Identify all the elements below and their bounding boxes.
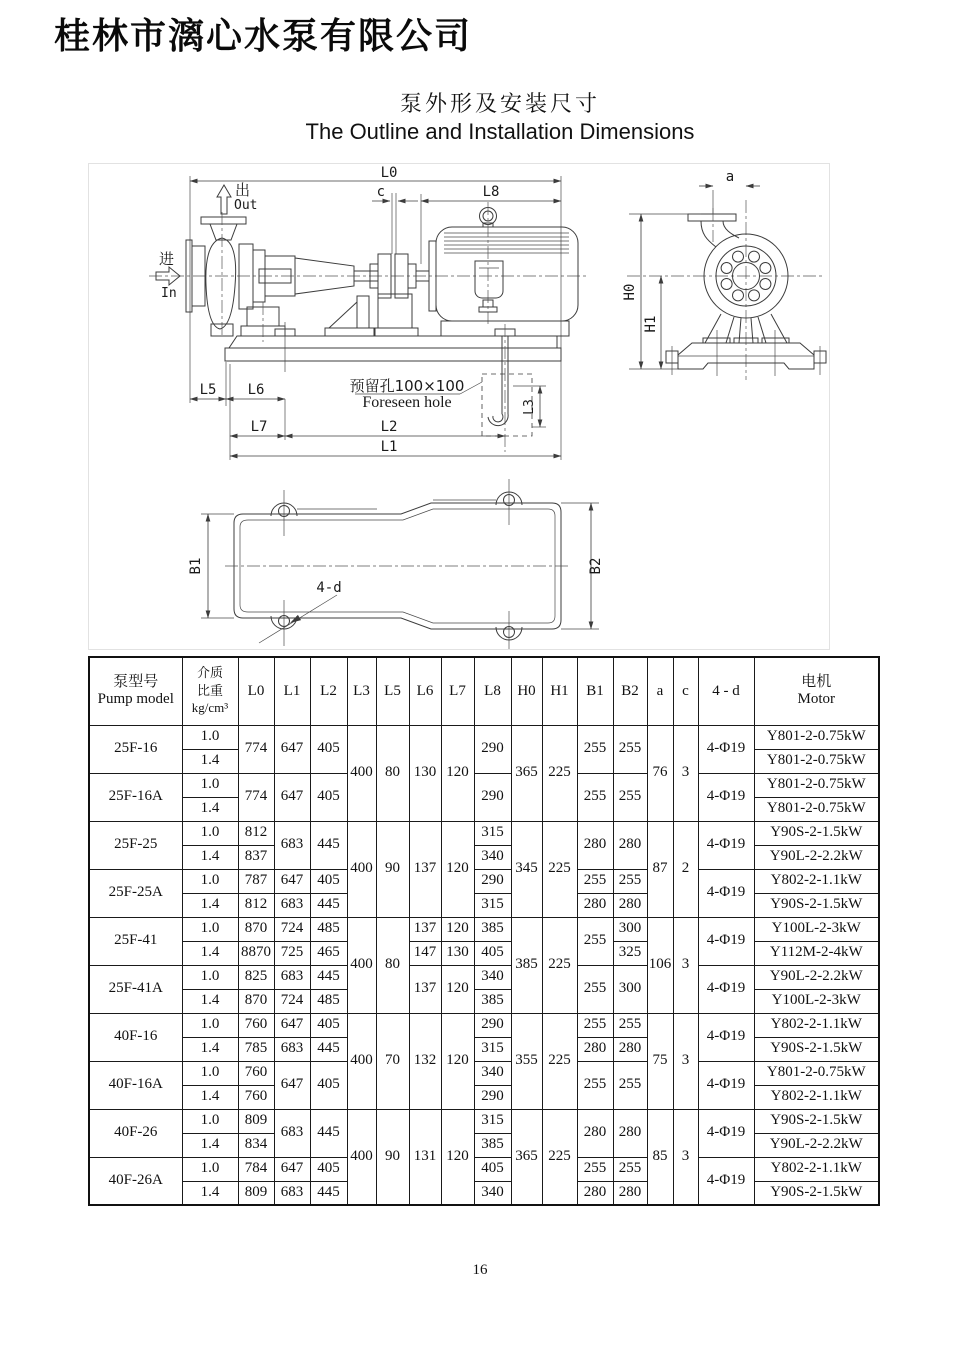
value-cell: 787 xyxy=(238,869,274,893)
side-view xyxy=(149,165,589,460)
value-cell: 1.0 xyxy=(182,821,238,845)
table-row xyxy=(89,821,879,845)
dim-label-b1: B1 xyxy=(188,557,204,575)
value-cell: 870 xyxy=(238,989,274,1013)
value-cell: 255 xyxy=(577,725,613,773)
dimension-table-wrap xyxy=(88,656,878,1206)
out-label-zh: 出 xyxy=(235,181,251,199)
pump-model-cell: 25F-41 xyxy=(89,917,182,965)
company-title: 桂林市漓心水泵有限公司 xyxy=(54,15,473,56)
table-row xyxy=(89,869,879,893)
value-cell: 1.4 xyxy=(182,749,238,773)
foreseen-hole-label-zh: 预留孔100×100 xyxy=(349,377,465,395)
column-header-B1: B1 xyxy=(577,657,613,725)
dim-label-h0: H0 xyxy=(622,283,638,301)
value-cell: 400 xyxy=(347,725,376,821)
value-cell: 90 xyxy=(376,1109,409,1205)
value-cell: 225 xyxy=(542,725,577,821)
table-row xyxy=(89,941,879,965)
pump-model-cell: 25F-25A xyxy=(89,869,182,917)
value-cell: 385 xyxy=(474,1133,511,1157)
value-cell: 1.0 xyxy=(182,965,238,989)
value-cell: 290 xyxy=(474,1085,511,1109)
value-cell: 760 xyxy=(238,1085,274,1109)
value-cell: 4-Φ19 xyxy=(698,773,754,821)
value-cell: 120 xyxy=(441,1109,474,1205)
motor-cell: Y801-2-0.75kW xyxy=(754,749,879,773)
value-cell: 647 xyxy=(274,1013,310,1037)
value-cell: 1.4 xyxy=(182,1133,238,1157)
pump-model-cell: 25F-16 xyxy=(89,725,182,773)
dimension-table xyxy=(88,656,880,1206)
value-cell: 1.4 xyxy=(182,797,238,821)
value-cell: 400 xyxy=(347,1013,376,1109)
value-cell: 280 xyxy=(613,1037,647,1061)
value-cell: 255 xyxy=(577,773,613,821)
value-cell: 80 xyxy=(376,725,409,821)
value-cell: 290 xyxy=(474,725,511,773)
value-cell: 255 xyxy=(577,1013,613,1037)
value-cell: 400 xyxy=(347,1109,376,1205)
value-cell: 405 xyxy=(310,725,347,773)
dim-label-a: a xyxy=(725,169,735,185)
value-cell: 834 xyxy=(238,1133,274,1157)
pump-model-cell: 40F-16A xyxy=(89,1061,182,1109)
motor-cell: Y100L-2-3kW xyxy=(754,917,879,941)
value-cell: 4-Φ19 xyxy=(698,869,754,917)
value-cell: 647 xyxy=(274,1061,310,1109)
pump-model-cell: 25F-25 xyxy=(89,821,182,869)
value-cell: 3 xyxy=(673,1109,698,1205)
pump-model-cell: 25F-41A xyxy=(89,965,182,1013)
value-cell: 2 xyxy=(673,821,698,917)
motor-cell: Y100L-2-3kW xyxy=(754,989,879,1013)
value-cell: 1.4 xyxy=(182,941,238,965)
value-cell: 774 xyxy=(238,773,274,821)
table-row xyxy=(89,1157,879,1181)
value-cell: 130 xyxy=(409,725,441,821)
value-cell: 1.0 xyxy=(182,917,238,941)
value-cell: 809 xyxy=(238,1181,274,1205)
value-cell: 724 xyxy=(274,917,310,941)
value-cell: 255 xyxy=(613,725,647,773)
column-header-H1: H1 xyxy=(542,657,577,725)
value-cell: 445 xyxy=(310,1109,347,1157)
value-cell: 120 xyxy=(441,1013,474,1109)
value-cell: 90 xyxy=(376,821,409,917)
out-label-en: Out xyxy=(234,198,258,213)
column-header-H0: H0 xyxy=(511,657,542,725)
dim-label-l7: L7 xyxy=(250,419,268,435)
column-header-L8: L8 xyxy=(474,657,511,725)
value-cell: 1.4 xyxy=(182,1037,238,1061)
value-cell: 3 xyxy=(673,725,698,821)
value-cell: 315 xyxy=(474,893,511,917)
value-cell: 4-Φ19 xyxy=(698,725,754,773)
value-cell: 1.0 xyxy=(182,1109,238,1133)
value-cell: 8870 xyxy=(238,941,274,965)
value-cell: 315 xyxy=(474,1037,511,1061)
value-cell: 405 xyxy=(310,1157,347,1181)
page-title-zh: 泵外形及安装尺寸 xyxy=(399,91,600,116)
value-cell: 355 xyxy=(511,1013,542,1109)
value-cell: 725 xyxy=(274,941,310,965)
column-header-L0: L0 xyxy=(238,657,274,725)
value-cell: 445 xyxy=(310,893,347,917)
dim-label-b2: B2 xyxy=(588,557,604,575)
value-cell: 683 xyxy=(274,1181,310,1205)
value-cell: 683 xyxy=(274,1037,310,1061)
column-header-c: c xyxy=(673,657,698,725)
value-cell: 4-Φ19 xyxy=(698,1061,754,1109)
value-cell: 340 xyxy=(474,845,511,869)
value-cell: 445 xyxy=(310,821,347,869)
value-cell: 255 xyxy=(613,1061,647,1109)
pump-outline-drawing xyxy=(89,164,829,649)
value-cell: 132 xyxy=(409,1013,441,1109)
value-cell: 385 xyxy=(511,917,542,1013)
value-cell: 4-Φ19 xyxy=(698,1013,754,1061)
table-row xyxy=(89,725,879,749)
value-cell: 225 xyxy=(542,1109,577,1205)
value-cell: 325 xyxy=(613,941,647,965)
value-cell: 365 xyxy=(511,725,542,821)
value-cell: 255 xyxy=(577,917,613,965)
value-cell: 724 xyxy=(274,989,310,1013)
value-cell: 255 xyxy=(613,1157,647,1181)
value-cell: 4-Φ19 xyxy=(698,1157,754,1205)
value-cell: 1.4 xyxy=(182,1181,238,1205)
value-cell: 647 xyxy=(274,725,310,773)
value-cell: 76 xyxy=(647,725,673,821)
table-row xyxy=(89,893,879,917)
value-cell: 255 xyxy=(577,1061,613,1109)
value-cell: 345 xyxy=(511,821,542,917)
value-cell: 120 xyxy=(441,965,474,1013)
value-cell: 280 xyxy=(577,1181,613,1205)
dim-label-l0: L0 xyxy=(380,165,398,181)
value-cell: 4-Φ19 xyxy=(698,821,754,869)
page-title-en: The Outline and Installation Dimensions xyxy=(305,119,695,144)
column-header-model: 泵型号 Pump model xyxy=(89,657,182,725)
motor-cell: Y801-2-0.75kW xyxy=(754,773,879,797)
pump-model-cell: 25F-16A xyxy=(89,773,182,821)
value-cell: 225 xyxy=(542,1013,577,1109)
value-cell: 1.0 xyxy=(182,1061,238,1085)
dim-label-c: c xyxy=(376,184,385,200)
value-cell: 405 xyxy=(474,1157,511,1181)
value-cell: 647 xyxy=(274,869,310,893)
value-cell: 300 xyxy=(613,965,647,1013)
value-cell: 683 xyxy=(274,893,310,917)
value-cell: 1.4 xyxy=(182,1085,238,1109)
column-header-L7: L7 xyxy=(441,657,474,725)
value-cell: 485 xyxy=(310,917,347,941)
value-cell: 385 xyxy=(474,917,511,941)
dim-label-4d: 4-d xyxy=(316,580,342,596)
value-cell: 870 xyxy=(238,917,274,941)
value-cell: 1.0 xyxy=(182,725,238,749)
value-cell: 485 xyxy=(310,989,347,1013)
page-number: 16 xyxy=(472,1262,488,1278)
column-header-L6: L6 xyxy=(409,657,441,725)
column-header-a: a xyxy=(647,657,673,725)
value-cell: 3 xyxy=(673,1013,698,1109)
value-cell: 280 xyxy=(613,1109,647,1157)
value-cell: 365 xyxy=(511,1109,542,1205)
motor-cell: Y90S-2-1.5kW xyxy=(754,1181,879,1205)
value-cell: 280 xyxy=(577,821,613,869)
column-header-L5: L5 xyxy=(376,657,409,725)
value-cell: 760 xyxy=(238,1013,274,1037)
foreseen-hole-label-en: Foreseen hole xyxy=(362,394,452,411)
value-cell: 300 xyxy=(613,917,647,941)
value-cell: 106 xyxy=(647,917,673,1013)
value-cell: 280 xyxy=(613,893,647,917)
value-cell: 255 xyxy=(613,1013,647,1037)
value-cell: 87 xyxy=(647,821,673,917)
value-cell: 647 xyxy=(274,1157,310,1181)
value-cell: 120 xyxy=(441,821,474,917)
dim-label-l6: L6 xyxy=(247,382,265,398)
motor-cell: Y802-2-1.1kW xyxy=(754,1013,879,1037)
table-row xyxy=(89,1181,879,1205)
technical-drawing xyxy=(88,163,830,650)
value-cell: 225 xyxy=(542,821,577,917)
value-cell: 340 xyxy=(474,1061,511,1085)
table-row xyxy=(89,1109,879,1133)
value-cell: 837 xyxy=(238,845,274,869)
value-cell: 255 xyxy=(577,965,613,1013)
column-header-L1: L1 xyxy=(274,657,310,725)
dim-label-l1: L1 xyxy=(380,439,398,455)
value-cell: 445 xyxy=(310,1181,347,1205)
value-cell: 760 xyxy=(238,1061,274,1085)
value-cell: 147 xyxy=(409,941,441,965)
value-cell: 1.0 xyxy=(182,773,238,797)
value-cell: 445 xyxy=(310,965,347,989)
value-cell: 1.0 xyxy=(182,869,238,893)
value-cell: 290 xyxy=(474,869,511,893)
value-cell: 290 xyxy=(474,773,511,821)
value-cell: 784 xyxy=(238,1157,274,1181)
table-row xyxy=(89,845,879,869)
motor-cell: Y90L-2-2.2kW xyxy=(754,1133,879,1157)
value-cell: 825 xyxy=(238,965,274,989)
value-cell: 120 xyxy=(441,725,474,821)
pump-model-cell: 40F-16 xyxy=(89,1013,182,1061)
value-cell: 137 xyxy=(409,965,441,1013)
value-cell: 130 xyxy=(441,941,474,965)
value-cell: 290 xyxy=(474,1013,511,1037)
value-cell: 812 xyxy=(238,821,274,845)
dim-label-l5: L5 xyxy=(199,382,217,398)
value-cell: 405 xyxy=(310,1013,347,1037)
column-header-L2: L2 xyxy=(310,657,347,725)
value-cell: 385 xyxy=(474,989,511,1013)
column-header-L3: L3 xyxy=(347,657,376,725)
value-cell: 400 xyxy=(347,917,376,1013)
table-row xyxy=(89,1085,879,1109)
value-cell: 465 xyxy=(310,941,347,965)
column-header-medium: 介质 比重 kg/cm³ xyxy=(182,657,238,725)
value-cell: 785 xyxy=(238,1037,274,1061)
value-cell: 1.4 xyxy=(182,845,238,869)
motor-cell: Y90L-2-2.2kW xyxy=(754,845,879,869)
value-cell: 405 xyxy=(310,869,347,893)
dim-label-l2: L2 xyxy=(380,419,398,435)
column-header-4d: 4 - d xyxy=(698,657,754,725)
motor-cell: Y802-2-1.1kW xyxy=(754,1085,879,1109)
value-cell: 4-Φ19 xyxy=(698,965,754,1013)
value-cell: 3 xyxy=(673,917,698,1013)
value-cell: 809 xyxy=(238,1109,274,1133)
value-cell: 315 xyxy=(474,821,511,845)
value-cell: 445 xyxy=(310,1037,347,1061)
value-cell: 1.4 xyxy=(182,989,238,1013)
table-row xyxy=(89,1013,879,1037)
table-row xyxy=(89,965,879,989)
motor-cell: Y112M-2-4kW xyxy=(754,941,879,965)
value-cell: 647 xyxy=(274,773,310,821)
table-row xyxy=(89,1037,879,1061)
value-cell: 4-Φ19 xyxy=(698,1109,754,1157)
value-cell: 405 xyxy=(474,941,511,965)
value-cell: 255 xyxy=(613,773,647,821)
value-cell: 75 xyxy=(647,1013,673,1109)
value-cell: 315 xyxy=(474,1109,511,1133)
baseplate-view xyxy=(188,479,604,649)
dim-label-l3: L3 xyxy=(522,399,537,415)
in-label-en: In xyxy=(161,286,177,301)
table-row xyxy=(89,773,879,797)
table-row xyxy=(89,1133,879,1157)
value-cell: 120 xyxy=(441,917,474,941)
value-cell: 400 xyxy=(347,821,376,917)
table-row xyxy=(89,989,879,1013)
motor-cell: Y802-2-1.1kW xyxy=(754,1157,879,1181)
value-cell: 280 xyxy=(613,1181,647,1205)
value-cell: 280 xyxy=(613,821,647,869)
pump-model-cell: 40F-26A xyxy=(89,1157,182,1205)
value-cell: 405 xyxy=(310,1061,347,1109)
column-header-motor: 电机 Motor xyxy=(754,657,879,725)
table-row xyxy=(89,917,879,941)
value-cell: 70 xyxy=(376,1013,409,1109)
value-cell: 812 xyxy=(238,893,274,917)
value-cell: 1.0 xyxy=(182,1157,238,1181)
value-cell: 280 xyxy=(577,893,613,917)
motor-cell: Y90L-2-2.2kW xyxy=(754,965,879,989)
value-cell: 137 xyxy=(409,917,441,941)
value-cell: 131 xyxy=(409,1109,441,1205)
value-cell: 405 xyxy=(310,773,347,821)
dim-label-l8: L8 xyxy=(482,184,500,200)
value-cell: 4-Φ19 xyxy=(698,917,754,965)
value-cell: 774 xyxy=(238,725,274,773)
dim-label-h1: H1 xyxy=(643,315,659,333)
value-cell: 1.4 xyxy=(182,893,238,917)
motor-cell: Y90S-2-1.5kW xyxy=(754,893,879,917)
motor-cell: Y90S-2-1.5kW xyxy=(754,1037,879,1061)
value-cell: 1.0 xyxy=(182,1013,238,1037)
end-view xyxy=(622,169,826,380)
value-cell: 683 xyxy=(274,821,310,869)
value-cell: 255 xyxy=(577,1157,613,1181)
in-label-zh: 进 xyxy=(159,250,175,268)
value-cell: 137 xyxy=(409,821,441,917)
motor-cell: Y90S-2-1.5kW xyxy=(754,1109,879,1133)
value-cell: 280 xyxy=(577,1037,613,1061)
column-header-B2: B2 xyxy=(613,657,647,725)
value-cell: 85 xyxy=(647,1109,673,1205)
motor-cell: Y90S-2-1.5kW xyxy=(754,821,879,845)
motor-cell: Y801-2-0.75kW xyxy=(754,797,879,821)
value-cell: 255 xyxy=(577,869,613,893)
out-arrow-icon xyxy=(217,185,231,214)
value-cell: 255 xyxy=(613,869,647,893)
value-cell: 683 xyxy=(274,965,310,989)
value-cell: 340 xyxy=(474,1181,511,1205)
table-row xyxy=(89,1061,879,1085)
motor-cell: Y801-2-0.75kW xyxy=(754,725,879,749)
value-cell: 683 xyxy=(274,1109,310,1157)
pump-model-cell: 40F-26 xyxy=(89,1109,182,1157)
value-cell: 340 xyxy=(474,965,511,989)
value-cell: 80 xyxy=(376,917,409,1013)
motor-cell: Y801-2-0.75kW xyxy=(754,1061,879,1085)
value-cell: 225 xyxy=(542,917,577,1013)
motor-cell: Y802-2-1.1kW xyxy=(754,869,879,893)
value-cell: 280 xyxy=(577,1109,613,1157)
